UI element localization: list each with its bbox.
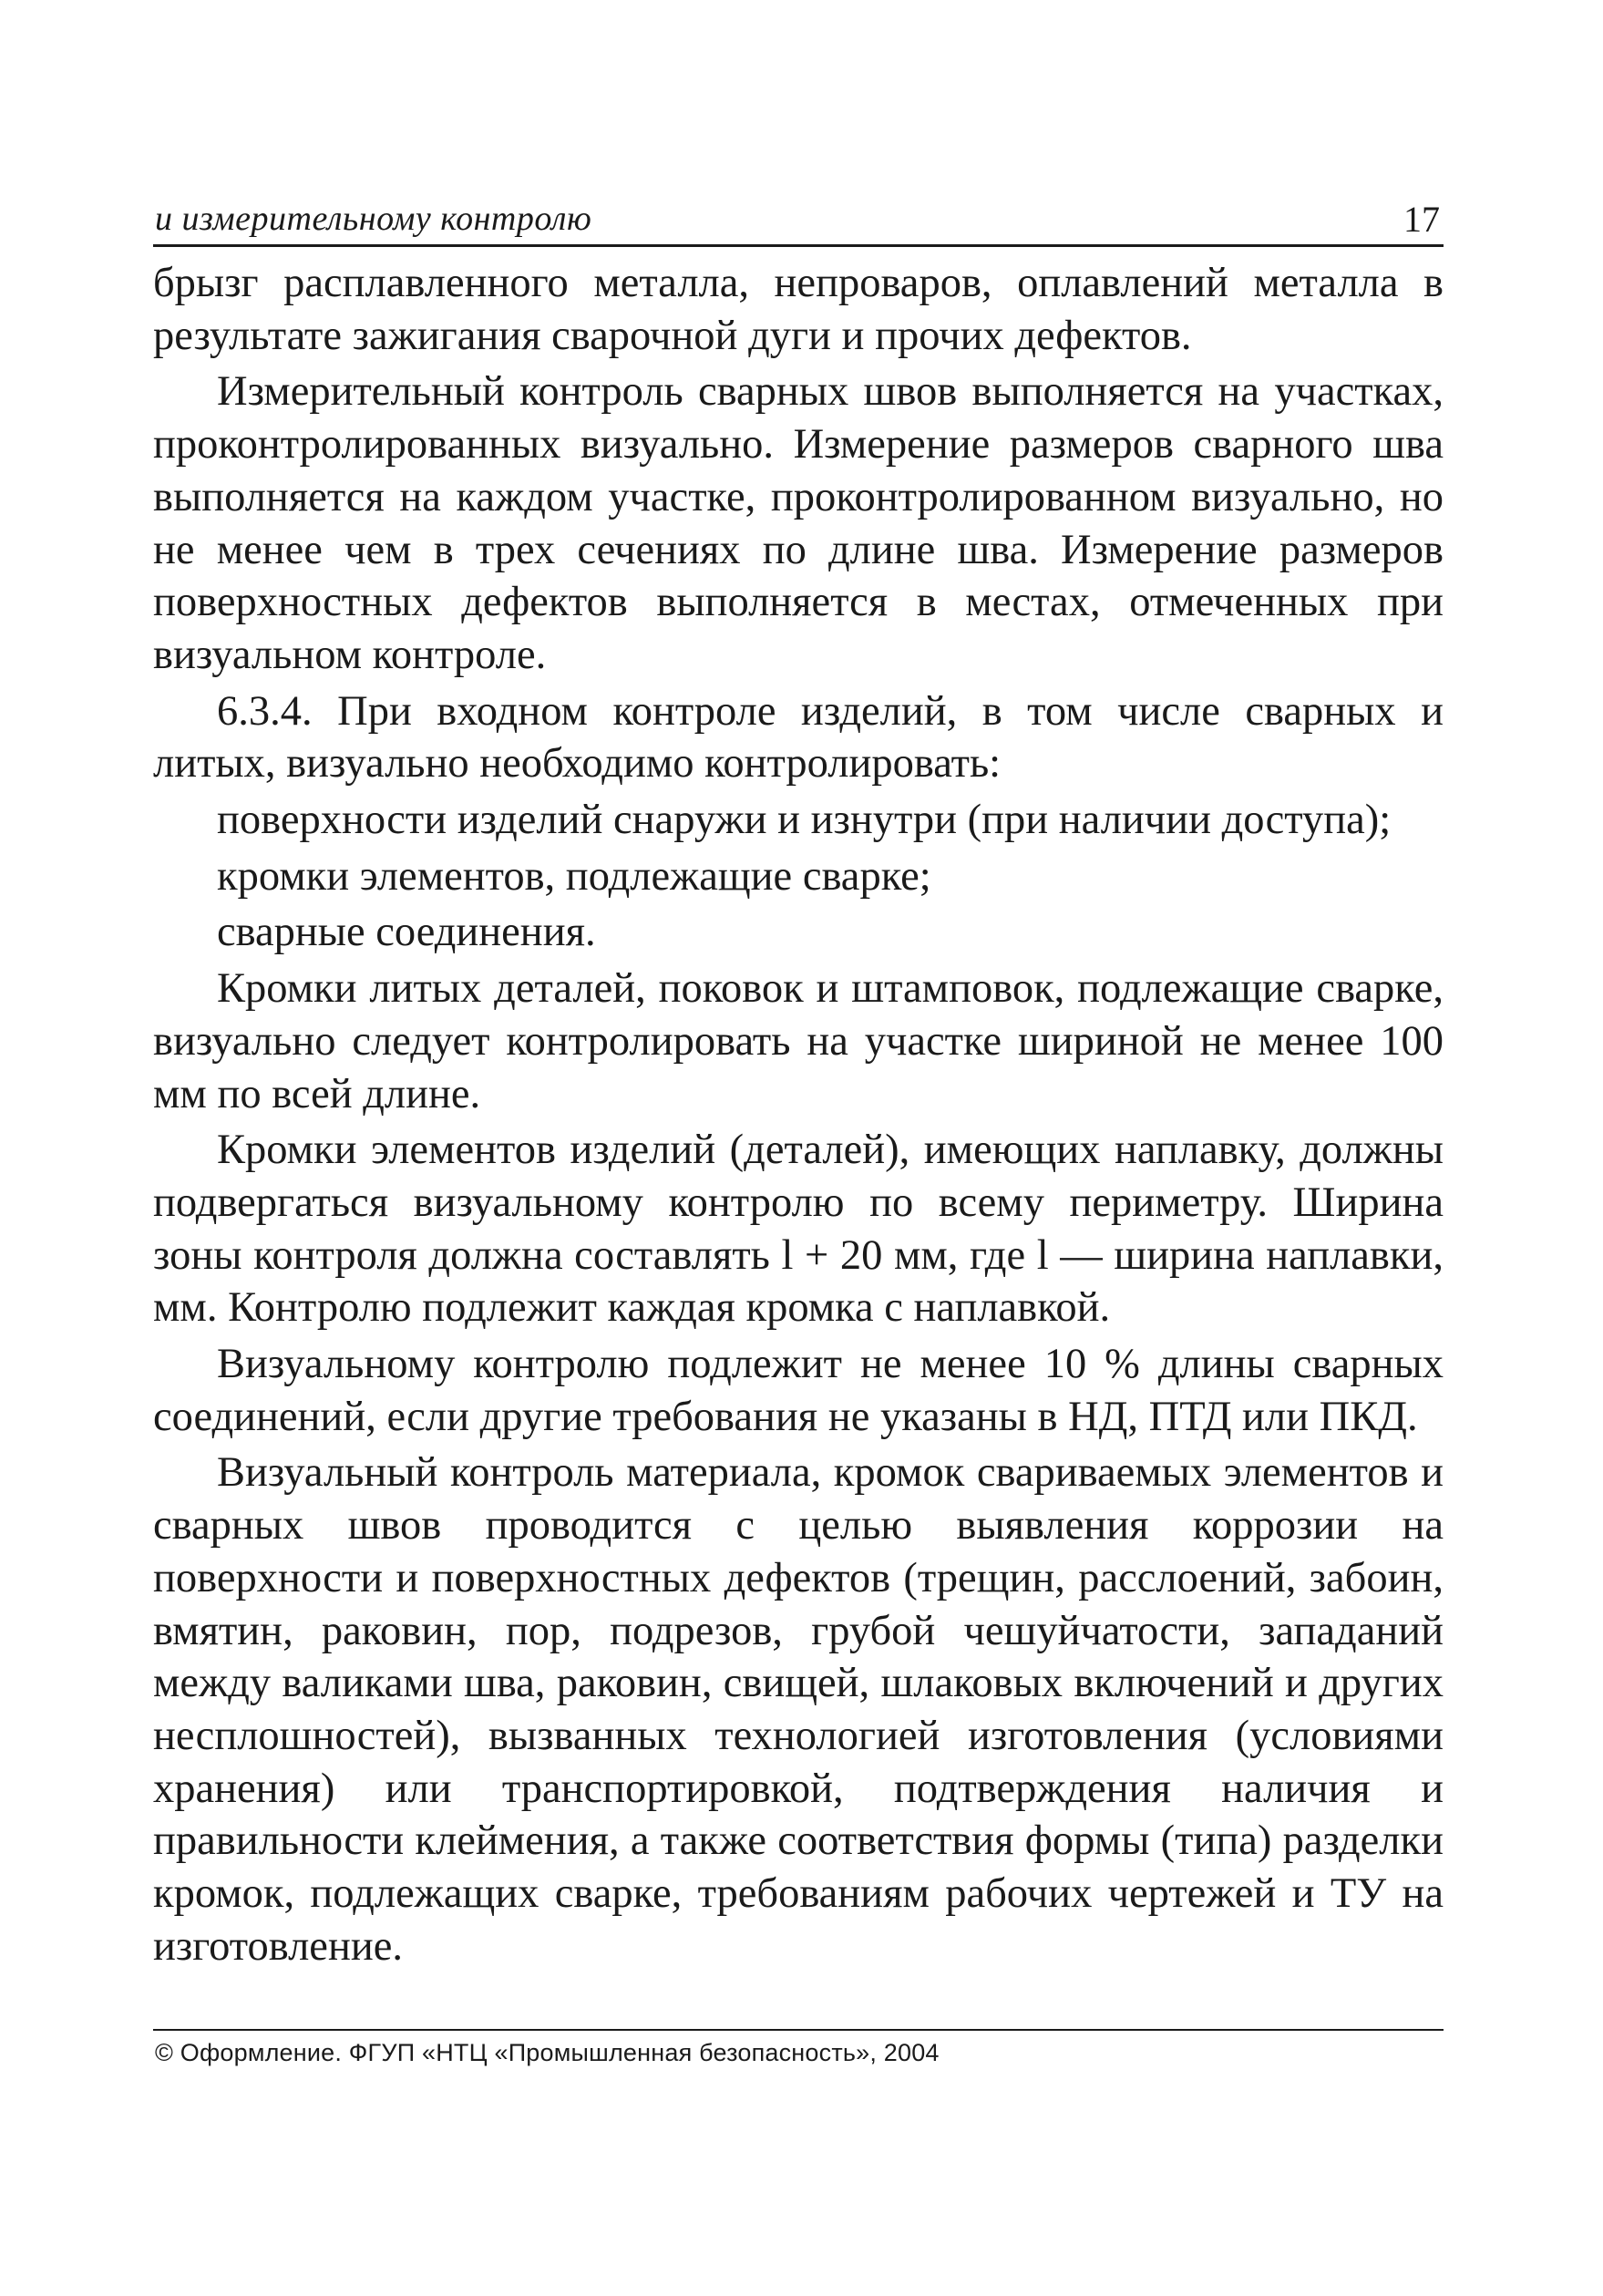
running-header — [153, 199, 1444, 247]
paragraph-ten-percent: Визуальному контролю подлежит не менее 10 % длины сварных соединений, если другие требования не указаны в НД, ПТД или ПКД. — [153, 1341, 1444, 1440]
footer-divider — [153, 2029, 1444, 2031]
paragraph-visual-control-purpose: Визуальный контроль материала, кромок свариваемых элементов и сварных швов проводится с целью выявления коррозии на поверхности и поверхностных дефектов (трещин, расслоений, забоин, вмятин, раковин, пор, подрезов, грубой чешуйчатости, западаний между валиками шва, раковин, свищей, шлаковых включений и других несплошностей), вызванных технологией изготовления (условиями хранения) или транспортировкой, подтверждения наличия и правильности клеймения, а также соответствия формы (типа) разделки кромок, подлежащих сварке, требованиям рабочих чертежей и ТУ на изготовление. — [153, 1449, 1444, 1970]
page-number: 17 — [1403, 199, 1440, 240]
running-header-title: и измерительному контролю — [155, 200, 592, 238]
footer-copyright: © Оформление. ФГУП «НТЦ «Промышленная безопасность», 2004 — [155, 2039, 940, 2066]
paragraph-cladding-edges: Кромки элементов изделий (деталей), имеющих наплавку, должны подвергаться визуальному контролю по всему периметру. Ширина зоны контроля должна составлять l + 20 мм, где l — ширина наплавки, мм. Контролю подлежит каждая кромка с наплавкой. — [153, 1127, 1444, 1332]
list-item-welded-joints: сварные соединения. — [217, 909, 596, 956]
paragraph-clause-6-3-4: 6.3.4. При входном контроле изделий, в том числе сварных и литых, визуально необходимо контролировать: — [153, 687, 1444, 788]
paragraph-cast-parts-edges: Кромки литых деталей, поковок и штамповок, подлежащие сварке, визуально следует контролировать на участке шириной не менее 100 мм по всей длине. — [153, 965, 1444, 1117]
paragraph-measurement-control: Измерительный контроль сварных швов выполняется на участках, проконтролированных визуально. Измерение размеров сварного шва выполняется на каждом участке, проконтролированном визуально, но не менее чем в трех сечениях по длине шва. Измерение размеров поверхностных дефектов выполняется в местах, отмеченных при визуальном контроле. — [153, 368, 1444, 678]
list-item-surfaces: поверхности изделий снаружи и изнутри (при наличии доступа); — [217, 797, 1392, 844]
body-text — [153, 257, 1444, 1977]
paragraph-continuation: брызг расплавленного металла, непроваров, оплавлений металла в результате зажигания сварочной дуги и прочих дефектов. — [153, 260, 1444, 359]
list-item-edges: кромки элементов, подлежащие сварке; — [217, 852, 931, 900]
